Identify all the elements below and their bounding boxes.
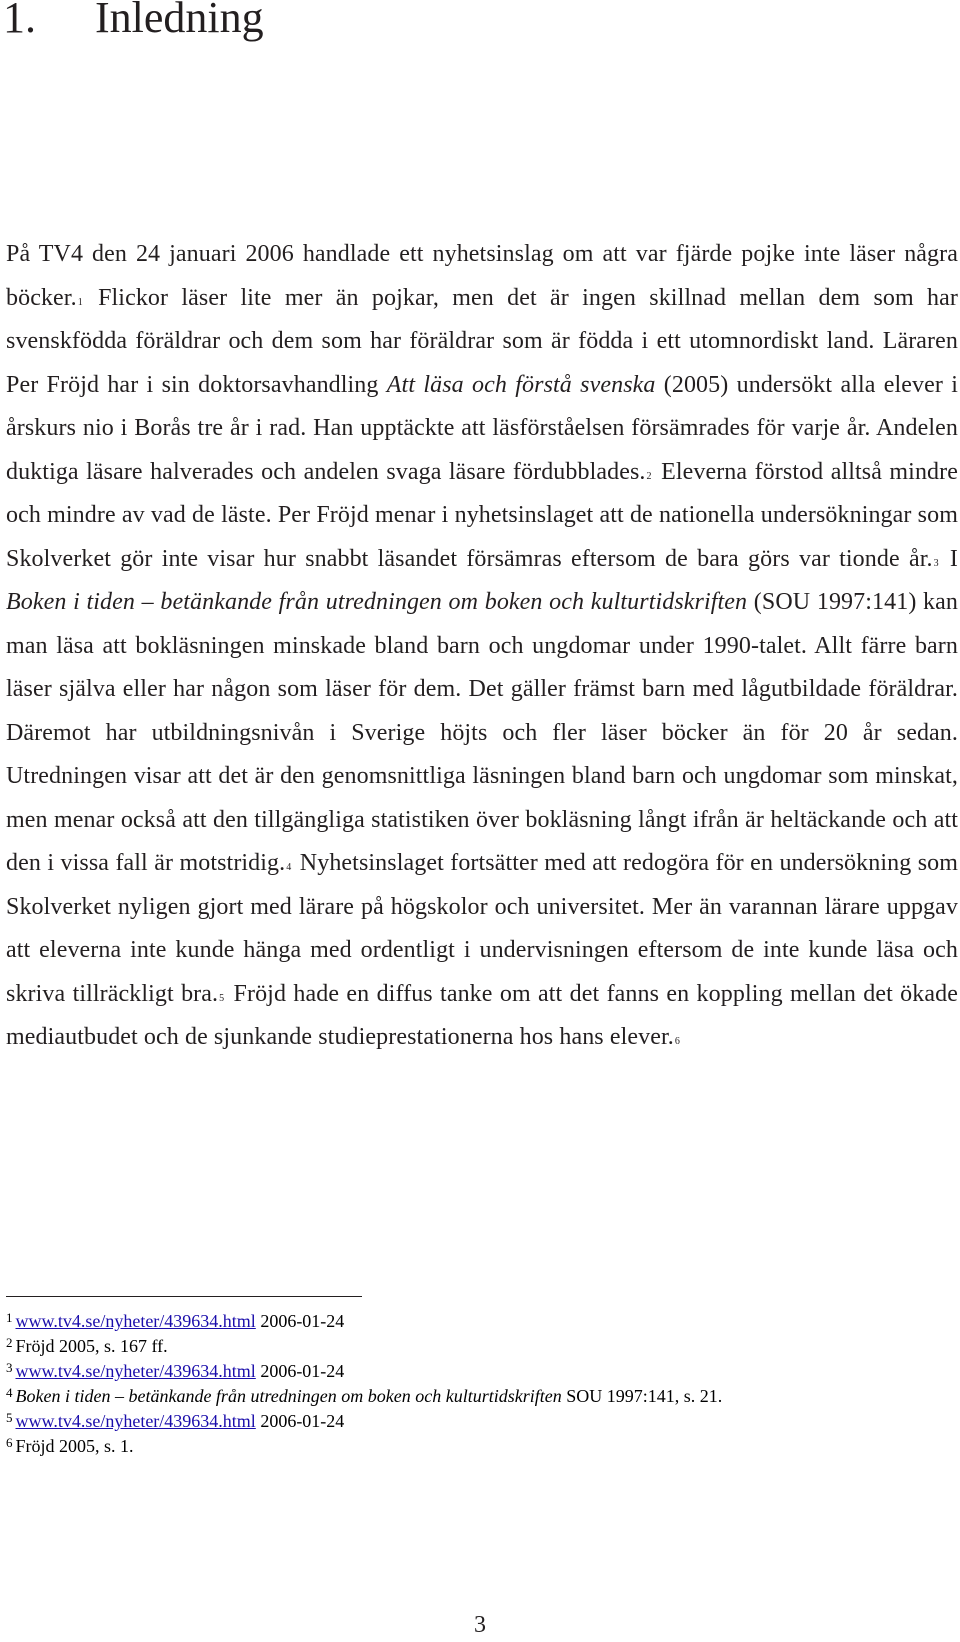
footnote-ref-6: 6: [674, 1036, 680, 1047]
footnote-number: 3: [6, 1360, 13, 1375]
sentence-8: Fröjd hade en diffus tanke om att det fanns en koppling mellan det ökade mediautbudet och de sjunkande studieprestationerna hos hans elever.: [6, 980, 958, 1050]
chapter-title: Inledning: [95, 0, 264, 42]
sentence-2: Flickor läser lite mer än pojkar, men det är ingen skillnad mellan dem som har svenskfödda föräldrar och dem som har föräldrar som är födda i ett utomnordiskt land. Läraren Per Fröjd har i sin doktorsavhandling: [6, 284, 958, 398]
footnote-3: [6, 1359, 946, 1384]
footnote-text: 2006-01-24: [260, 1311, 345, 1331]
footnote-number: 1: [6, 1310, 13, 1325]
chapter-number: 1.: [3, 0, 36, 42]
footnote-ref-4: 4: [286, 862, 292, 873]
footnote-number: 6: [6, 1435, 13, 1450]
footnote-text: SOU 1997:141, s. 21.: [566, 1386, 723, 1406]
sentence-3: (2005) undersökt alla elever i årskurs nio i Borås tre år i rad. Han upptäckte att läsförståelsen försämrades för varje år. Andelen duktiga läsare halverades och andelen svaga läsare fördubblades.: [6, 371, 959, 485]
footnote-5: [6, 1409, 946, 1434]
footnote-number: 5: [6, 1410, 13, 1425]
footnote-link[interactable]: www.tv4.se/nyheter/439634.html: [15, 1311, 256, 1331]
footnote-text: Fröjd 2005, s. 167 ff.: [15, 1336, 168, 1356]
page-number: 3: [474, 1612, 486, 1638]
sentence-6: (SOU 1997:141) kan man läsa att bokläsningen minskade bland barn och ungdomar under 1990-talet. Allt färre barn läser själva eller har någon som läser för dem. Det gäller främst barn med lågutbildade föräldrar. Däremot har utbildningsnivån i Sverige höjts och fler läser böcker än för 20 år sedan. Utredningen visar att det är den genomsnittliga läsningen bland barn och ungdomar som minskat, men menar också att den tillgängliga statistiken över bokläsning långt ifrån är heltäckande och att den i vissa fall är motstridig.: [6, 589, 959, 876]
footnote-link[interactable]: www.tv4.se/nyheter/439634.html: [15, 1361, 256, 1381]
footnote-ref-3: 3: [933, 557, 939, 569]
book-title-1: Att läsa och förstå svenska: [386, 371, 656, 398]
footnote-ref-5: 5: [219, 992, 225, 1004]
footnote-1: [6, 1309, 946, 1334]
footnote-2: [6, 1334, 946, 1359]
body-paragraph: [6, 233, 958, 1060]
footnote-number: 2: [6, 1335, 13, 1350]
footnote-text: Fröjd 2005, s. 1.: [15, 1436, 134, 1456]
book-title-2: Boken i tiden – betänkande från utredningen om boken och kulturtidskriften: [6, 589, 748, 615]
sentence-1: På TV4 den 24 januari 2006 handlade ett nyhetsinslag om att var fjärde pojke inte läser några böcker.: [6, 241, 958, 311]
footnote-4: [6, 1384, 946, 1409]
footnote-6: [6, 1434, 946, 1459]
footnotes: [6, 1309, 946, 1459]
sentence-5: I: [949, 545, 958, 572]
footnote-text: 2006-01-24: [260, 1411, 345, 1431]
footnote-book-title: Boken i tiden – betänkande från utredningen om boken och kulturtidskriften: [15, 1386, 562, 1406]
chapter-heading: [3, 0, 264, 48]
footnote-separator: [6, 1296, 362, 1297]
footnote-ref-2: 2: [646, 470, 652, 482]
footnote-text: 2006-01-24: [260, 1361, 345, 1381]
sentence-7: Nyhetsinslaget fortsätter med att redogöra för en undersökning som Skolverket nyligen gjort med lärare på högskolor och universitet. Mer än varannan lärare uppgav att eleverna inte kunde hänga med ordentligt i undervisningen eftersom de inte kunde läsa och skriva tillräckligt bra.: [6, 850, 959, 1007]
footnote-number: 4: [6, 1385, 13, 1400]
footnote-link[interactable]: www.tv4.se/nyheter/439634.html: [15, 1411, 256, 1431]
sentence-4: Eleverna förstod alltså mindre och mindre av vad de läste. Per Fröjd menar i nyhetsinslaget att de nationella undersökningar som Skolverket gör inte visar hur snabbt läsandet försämras eftersom de bara görs var tionde år.: [6, 458, 958, 572]
footnote-ref-1: 1: [77, 296, 83, 308]
